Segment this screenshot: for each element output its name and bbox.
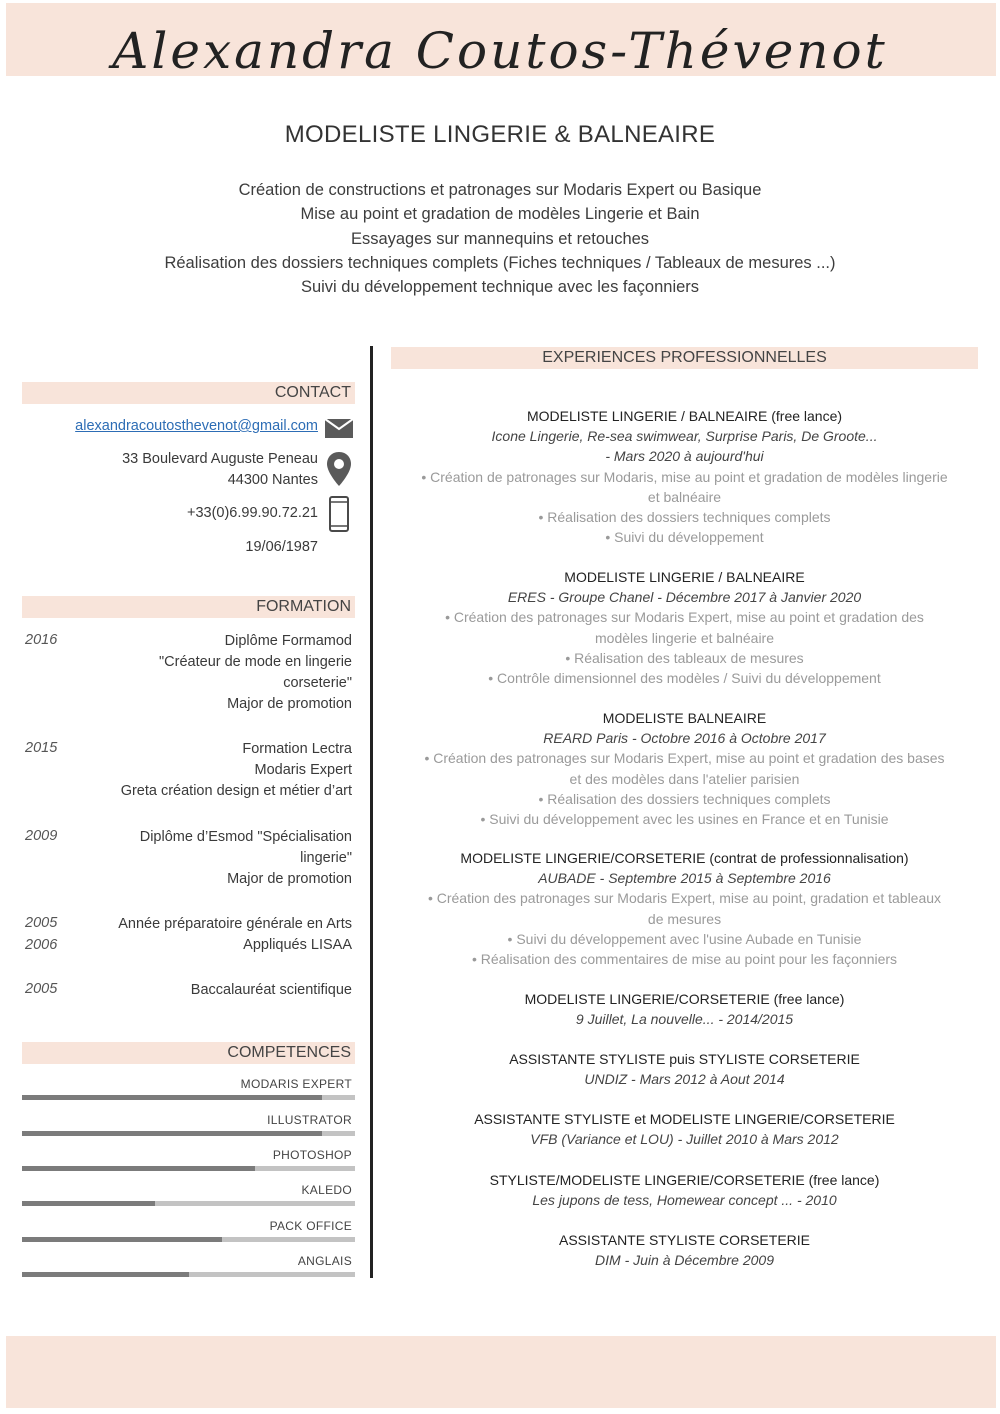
competences-heading: COMPETENCES — [22, 1042, 355, 1064]
job-title: MODELISTE LINGERIE & BALNEAIRE — [284, 121, 716, 148]
email-link[interactable]: alexandracoutosthevenot@gmail.com — [75, 418, 318, 434]
experience-company: UNDIZ - Mars 2012 à Aout 2014 — [584, 1071, 785, 1088]
experience-bullet: • Contrôle dimensionnel des modèles / Suivi du développement — [488, 669, 881, 686]
skill-bar — [22, 1201, 355, 1206]
formation-year: 2015 — [25, 740, 58, 756]
address-line: 33 Boulevard Auguste Peneau — [122, 451, 318, 467]
formation-line: corseterie" — [283, 675, 352, 691]
envelope-icon — [324, 418, 354, 439]
experience-bullet: et balnéaire — [647, 488, 722, 505]
experience-title: ASSISTANTE STYLISTE CORSETERIE — [558, 1232, 810, 1248]
experience-entry — [391, 1049, 978, 1089]
experiences-heading: EXPERIENCES PROFESSIONNELLES — [391, 347, 978, 369]
experience-period: - Mars 2020 à aujourd'hui — [605, 448, 764, 465]
experience-bullet: • Réalisation des commentaires de mise au point pour les façonniers — [471, 950, 898, 967]
formation-year: 2005 — [25, 915, 58, 931]
formation-line: Greta création design et métier d’art — [120, 783, 352, 799]
phone-icon — [329, 496, 349, 532]
formation-line: lingerie" — [300, 850, 352, 866]
experience-company: ERES - Groupe Chanel - Décembre 2017 à Janvier 2020 — [507, 589, 862, 606]
experience-entry — [391, 1230, 978, 1270]
experience-bullet: et des modèles dans l'atelier parisien — [569, 770, 800, 787]
experience-company: VFB (Variance et LOU) - Juillet 2010 à Mars 2012 — [530, 1131, 839, 1148]
skill-bar — [22, 1272, 355, 1277]
experience-company: AUBADE - Septembre 2015 à Septembre 2016 — [538, 870, 831, 887]
formation-entry — [72, 914, 352, 956]
experience-title: MODELISTE LINGERIE / BALNEAIRE — [564, 569, 805, 585]
experience-bullet: • Suivi du développement avec les usines en France et en Tunisie — [480, 810, 889, 827]
skill-bar — [22, 1166, 355, 1171]
formation-year: 2016 — [25, 632, 58, 648]
experience-entry — [391, 1109, 978, 1149]
formation-line: "Créateur de mode en lingerie — [159, 654, 352, 670]
experience-entry — [391, 406, 978, 547]
experience-bullet: • Création de patronages sur Modaris, mise au point et gradation de modèles lingerie — [421, 468, 948, 485]
experience-title: ASSISTANTE STYLISTE puis STYLISTE CORSETERIE — [509, 1051, 860, 1067]
experience-bullet: • Réalisation des dossiers techniques complets — [538, 508, 831, 525]
birth-date: 19/06/1987 — [245, 539, 318, 555]
skill-label: PACK OFFICE — [269, 1219, 352, 1233]
summary-line: Mise au point et gradation de modèles Lingerie et Bain — [300, 205, 700, 224]
experience-title: MODELISTE BALNEAIRE — [602, 710, 767, 726]
skill-bar — [22, 1095, 355, 1100]
skill-bar-fill — [22, 1237, 222, 1242]
experience-bullet: • Suivi du développement — [605, 529, 764, 546]
skill-bar — [22, 1237, 355, 1242]
candidate-name: Alexandra Coutos-Thévenot — [112, 22, 888, 80]
experience-company: DIM - Juin à Décembre 2009 — [595, 1252, 774, 1269]
experience-bullet: • Suivi du développement avec l'usine Aubade en Tunisie — [507, 930, 862, 947]
experience-bullet: de mesures — [647, 910, 722, 927]
skill-bar-fill — [22, 1166, 255, 1171]
experience-title: MODELISTE LINGERIE/CORSETERIE (free lance) — [524, 991, 845, 1007]
summary-line: Suivi du développement technique avec les façonniers — [300, 278, 700, 297]
formation-line: Baccalauréat scientifique — [190, 982, 352, 998]
experience-bullet: modèles lingerie et balnéaire — [595, 629, 774, 646]
summary-line: Création de constructions et patronages sur Modaris Expert ou Basique — [238, 181, 762, 199]
experience-title: MODELISTE LINGERIE / BALNEAIRE (free lance) — [526, 408, 843, 424]
skill-label: MODARIS EXPERT — [240, 1077, 352, 1091]
formation-line: Formation Lectra — [242, 741, 352, 757]
summary-line: Essayages sur mannequins et retouches — [350, 229, 650, 248]
experience-bullet: • Création des patronages sur Modaris Expert, mise au point et gradation des — [445, 609, 924, 626]
formation-line: Année préparatoire générale en Arts — [118, 916, 352, 932]
formation-heading: FORMATION — [22, 596, 355, 618]
column-divider — [370, 346, 373, 1278]
experience-bullet: • Création des patronages sur Modaris Expert, mise au point, gradation et tableaux — [427, 890, 942, 907]
formation-year: 2005 — [25, 981, 58, 997]
experience-company: 9 Juillet, La nouvelle... - 2014/2015 — [575, 1011, 794, 1028]
formation-line: Appliqués LISAA — [243, 937, 352, 953]
formation-line: Modaris Expert — [254, 762, 352, 778]
formation-entry — [72, 827, 352, 890]
experience-title: ASSISTANTE STYLISTE et MODELISTE LINGERIE/CORSETERIE — [474, 1111, 895, 1127]
experience-bullet: • Réalisation des tableaux de mesures — [565, 649, 804, 666]
formation-entry — [72, 631, 352, 715]
contact-heading: CONTACT — [22, 382, 355, 404]
skill-label: ANGLAIS — [297, 1254, 352, 1268]
skill-label: KALEDO — [301, 1183, 352, 1197]
experience-title: STYLISTE/MODELISTE LINGERIE/CORSETERIE (free lance) — [489, 1172, 880, 1188]
formation-line: Major de promotion — [227, 871, 352, 887]
skill-bar-fill — [22, 1272, 189, 1277]
phone-number: +33(0)6.99.90.72.21 — [186, 505, 318, 521]
formation-year: 2006 — [25, 937, 58, 953]
experience-entry — [391, 1170, 978, 1210]
formation-year: 2009 — [25, 828, 58, 844]
experience-bullet: • Réalisation des dossiers techniques complets — [538, 790, 831, 807]
skill-bar-fill — [22, 1095, 322, 1100]
formation-entry — [72, 980, 352, 1001]
skill-bar-fill — [22, 1131, 322, 1136]
experience-company: REARD Paris - Octobre 2016 à Octobre 2017 — [543, 730, 826, 747]
experience-entry — [391, 567, 978, 688]
formation-line: Diplôme d’Esmod "Spécialisation — [139, 829, 352, 845]
summary-line: Réalisation des dossiers techniques complets (Fiches techniques / Tableaux de mesures ...) — [164, 253, 836, 272]
footer-band — [6, 1336, 996, 1408]
experience-bullet: • Création des patronages sur Modaris Expert, mise au point et gradation des bases — [424, 750, 945, 767]
experience-entry — [391, 989, 978, 1029]
address-line: 44300 Nantes — [227, 472, 318, 488]
skill-bar — [22, 1131, 355, 1136]
map-pin-icon — [326, 451, 352, 487]
experience-entry — [391, 848, 978, 969]
experience-title: MODELISTE LINGERIE/CORSETERIE (contrat de professionnalisation) — [460, 850, 909, 866]
formation-entry — [72, 739, 352, 802]
experience-company: Les jupons de tess, Homewear concept ... - 2010 — [532, 1192, 837, 1209]
skill-bar-fill — [22, 1201, 155, 1206]
formation-line: Diplôme Formamod — [224, 633, 352, 649]
experience-company: Icone Lingerie, Re-sea swimwear, Surprise Paris, De Groote... — [491, 428, 878, 445]
skill-label: ILLUSTRATOR — [267, 1113, 352, 1127]
experience-entry — [391, 708, 978, 829]
profile-summary — [0, 178, 1000, 299]
formation-line: Major de promotion — [227, 696, 352, 712]
skill-label: PHOTOSHOP — [272, 1148, 352, 1162]
